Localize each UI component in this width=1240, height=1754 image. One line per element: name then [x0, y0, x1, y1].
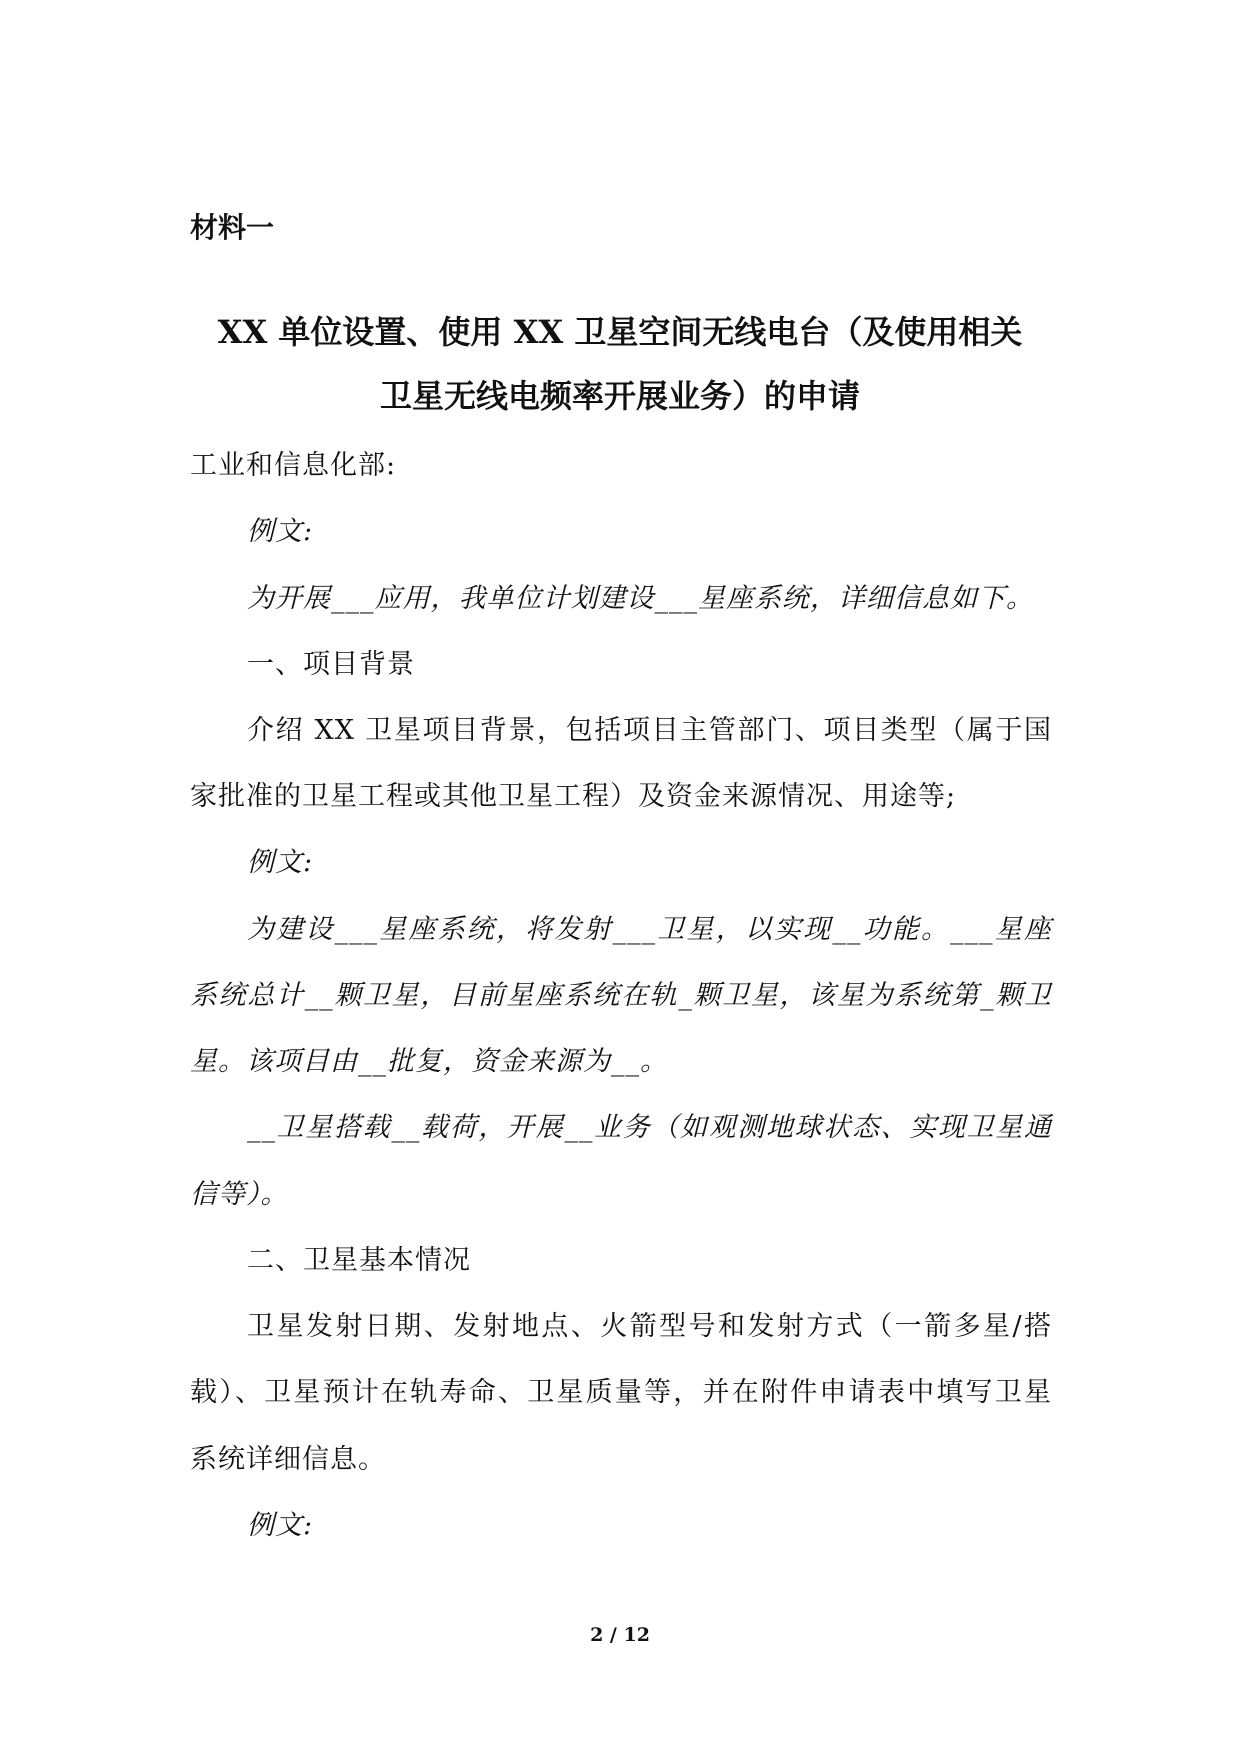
document-title-line-1: XX 单位设置、使用 XX 卫星空间无线电台（及使用相关	[217, 313, 1023, 351]
section-1-example-line-2: 系统总计__颗卫星，目前星座系统在轨_颗卫星，该星为系统第_颗卫	[190, 980, 1052, 1011]
section-1-example-line-1: 为建设___星座系统，将发射___卫星，以实现__功能。___星座	[247, 914, 1052, 945]
section-2-example-label: 例文:	[247, 1510, 314, 1541]
section-2-heading: 二、卫星基本情况	[247, 1245, 471, 1276]
section-1-text-line-2: 家批准的卫星工程或其他卫星工程）及资金来源情况、用途等;	[190, 781, 957, 812]
section-1-example-line-5: 信等）。	[190, 1179, 289, 1210]
section-1-example-line-4: __卫星搭载__载荷，开展__业务（如观测地球状态、实现卫星通	[247, 1112, 1052, 1143]
section-2-text-line-2: 载）、卫星预计在轨寿命、卫星质量等，并在附件申请表中填写卫星	[190, 1377, 1052, 1408]
material-label: 材料一	[190, 211, 275, 244]
page-number: 2 / 12	[590, 1624, 650, 1646]
intro-example-text: 为开展___应用，我单位计划建设___星座系统，详细信息如下。	[247, 583, 1034, 614]
section-1-heading: 一、项目背景	[247, 649, 415, 680]
addressee: 工业和信息化部:	[190, 450, 397, 481]
section-1-example-label: 例文:	[247, 847, 314, 878]
section-2-text-line-3: 系统详细信息。	[190, 1444, 386, 1475]
example-label: 例文:	[247, 516, 314, 547]
section-1-example-line-3: 星。该项目由__批复，资金来源为__。	[190, 1046, 668, 1077]
section-1-text-line-1: 介绍 XX 卫星项目背景，包括项目主管部门、项目类型（属于国	[247, 715, 1052, 746]
document-title-line-2: 卫星无线电频率开展业务）的申请	[379, 377, 860, 415]
section-2-text-line-1: 卫星发射日期、发射地点、火箭型号和发射方式（一箭多星/搭	[247, 1311, 1052, 1342]
